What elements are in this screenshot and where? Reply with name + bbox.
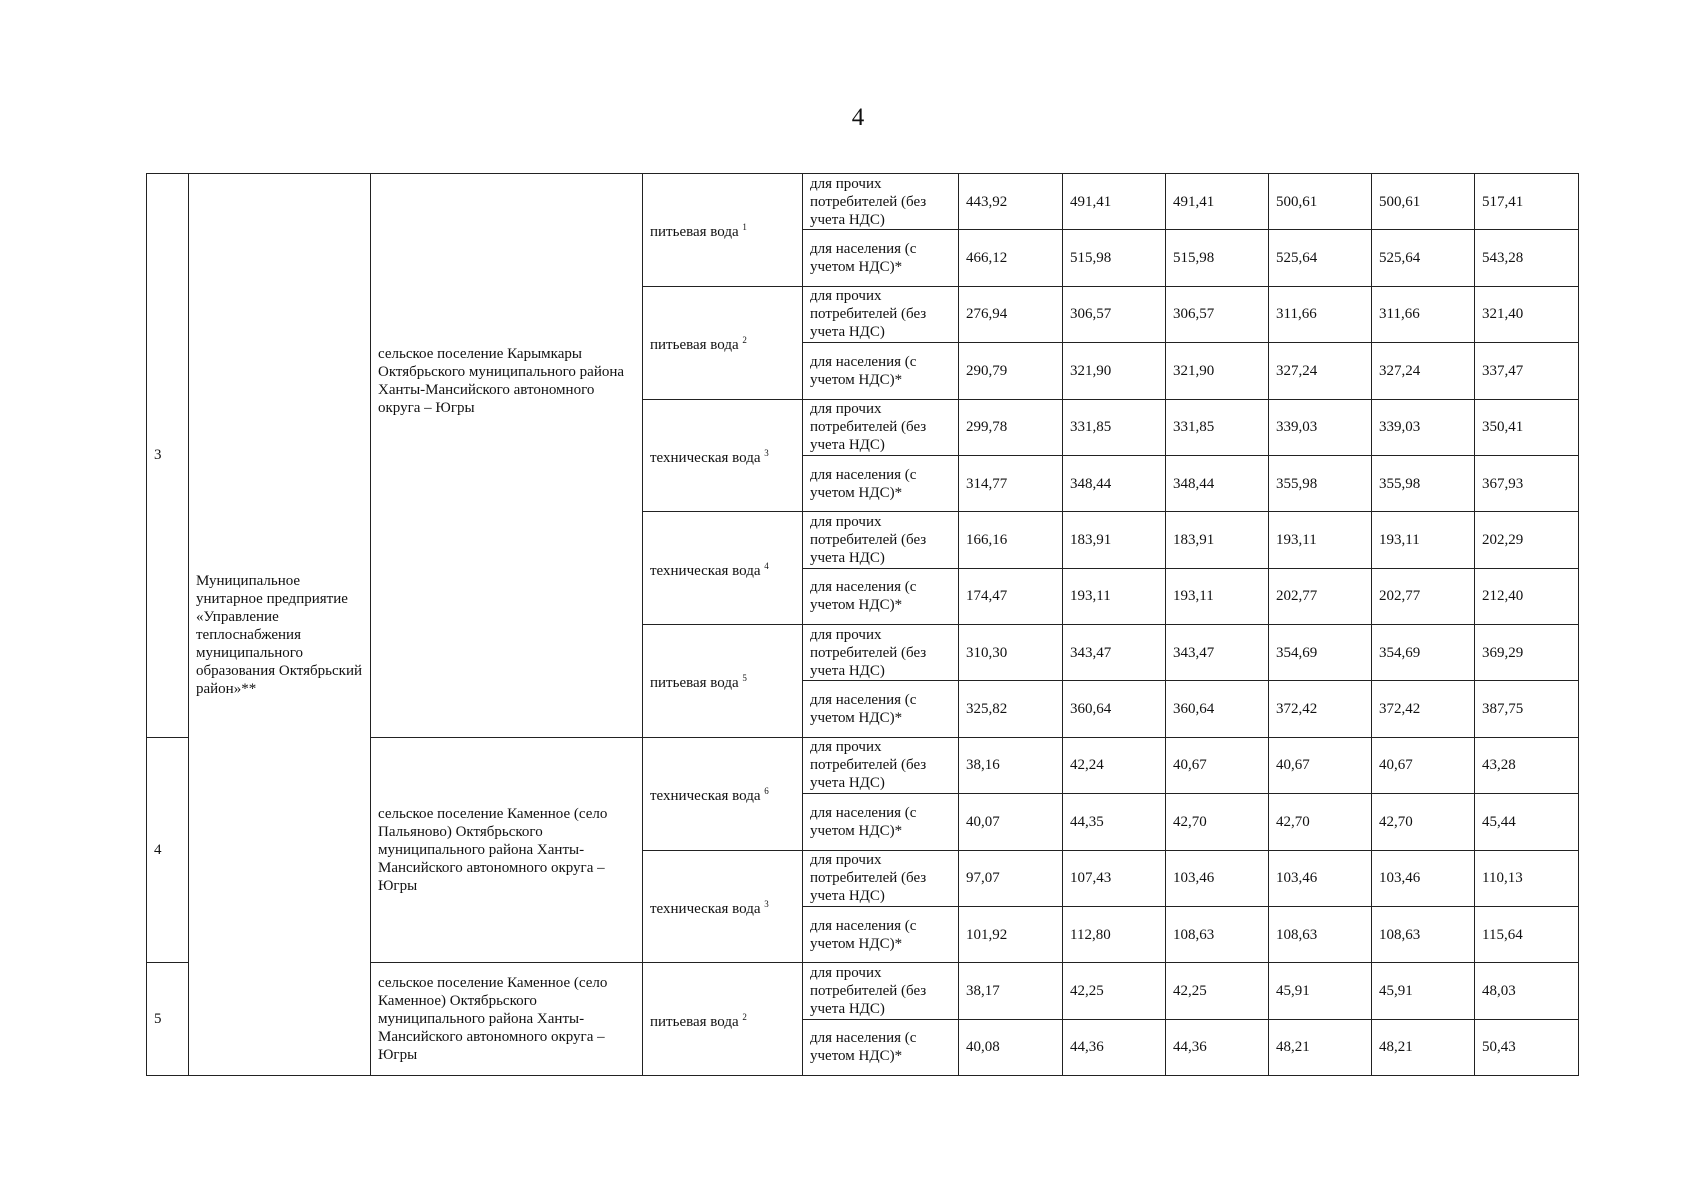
tariff-value: 44,36 <box>1166 1019 1269 1075</box>
tariff-value: 500,61 <box>1269 174 1372 230</box>
tariff-value: 202,77 <box>1269 568 1372 624</box>
tariff-value: 48,03 <box>1475 963 1579 1019</box>
tariff-value: 48,21 <box>1269 1019 1372 1075</box>
tariff-value: 348,44 <box>1166 455 1269 511</box>
tariff-value: 354,69 <box>1372 625 1475 681</box>
tariff-value: 40,67 <box>1166 737 1269 793</box>
consumer-category: для прочих потребителей (без учета НДС) <box>803 512 959 568</box>
water-type: питьевая вода <box>650 224 739 241</box>
tariff-value: 314,77 <box>959 455 1063 511</box>
tariff-value: 183,91 <box>1063 512 1166 568</box>
tariff-value: 339,03 <box>1372 399 1475 455</box>
tariff-table-body <box>147 174 1579 1076</box>
tariff-value: 43,28 <box>1475 737 1579 793</box>
tariff-value: 108,63 <box>1269 906 1372 962</box>
tariff-value: 42,70 <box>1372 794 1475 850</box>
organization-name: Муниципальное унитарное предприятие «Управление теплоснабжения муниципального образования Октябрьский район»** <box>196 572 363 697</box>
tariff-value: 327,24 <box>1269 343 1372 399</box>
footnote-mark: 3 <box>764 898 769 909</box>
tariff-value: 387,75 <box>1475 681 1579 737</box>
organization-cell <box>189 174 371 1076</box>
tariff-value: 42,70 <box>1166 794 1269 850</box>
tariff-value: 367,93 <box>1475 455 1579 511</box>
consumer-category: для населения (с учетом НДС)* <box>803 794 959 850</box>
tariff-value: 515,98 <box>1063 230 1166 286</box>
tariff-value: 276,94 <box>959 286 1063 342</box>
tariff-value: 327,24 <box>1372 343 1475 399</box>
footnote-mark: 1 <box>742 222 747 233</box>
consumer-category: для населения (с учетом НДС)* <box>803 906 959 962</box>
tariff-value: 45,44 <box>1475 794 1579 850</box>
tariff-value: 42,25 <box>1166 963 1269 1019</box>
tariff-value: 107,43 <box>1063 850 1166 906</box>
consumer-category: для населения (с учетом НДС)* <box>803 455 959 511</box>
tariff-value: 355,98 <box>1372 455 1475 511</box>
tariff-value: 355,98 <box>1269 455 1372 511</box>
tariff-value: 183,91 <box>1166 512 1269 568</box>
tariff-value: 40,67 <box>1372 737 1475 793</box>
consumer-category: для населения (с учетом НДС)* <box>803 343 959 399</box>
tariff-value: 517,41 <box>1475 174 1579 230</box>
water-type: техническая вода <box>650 449 761 466</box>
consumer-category: для прочих потребителей (без учета НДС) <box>803 850 959 906</box>
tariff-value: 321,40 <box>1475 286 1579 342</box>
tariff-value: 515,98 <box>1166 230 1269 286</box>
tariff-value: 372,42 <box>1372 681 1475 737</box>
tariff-value: 360,64 <box>1166 681 1269 737</box>
footnote-mark: 2 <box>742 1011 747 1022</box>
tariff-value: 343,47 <box>1166 625 1269 681</box>
tariff-value: 174,47 <box>959 568 1063 624</box>
tariff-value: 166,16 <box>959 512 1063 568</box>
tariff-value: 348,44 <box>1063 455 1166 511</box>
tariff-value: 193,11 <box>1372 512 1475 568</box>
tariff-value: 202,77 <box>1372 568 1475 624</box>
tariff-value: 112,80 <box>1063 906 1166 962</box>
tariff-value: 40,08 <box>959 1019 1063 1075</box>
footnote-mark: 6 <box>764 786 769 797</box>
consumer-category: для прочих потребителей (без учета НДС) <box>803 286 959 342</box>
row-number: 4 <box>147 737 189 963</box>
tariff-value: 299,78 <box>959 399 1063 455</box>
consumer-category: для населения (с учетом НДС)* <box>803 1019 959 1075</box>
tariff-value: 343,47 <box>1063 625 1166 681</box>
settlement-name: сельское поселение Карымкары Октябрьского муниципального района Ханты-Мансийского автономного округа – Югры <box>378 346 625 417</box>
tariff-value: 212,40 <box>1475 568 1579 624</box>
tariff-value: 354,69 <box>1269 625 1372 681</box>
footnote-mark: 5 <box>742 673 747 684</box>
tariff-value: 45,91 <box>1269 963 1372 1019</box>
footnote-mark: 4 <box>764 560 769 571</box>
tariff-value: 525,64 <box>1372 230 1475 286</box>
page-number: 4 <box>851 104 865 131</box>
tariff-value: 44,36 <box>1063 1019 1166 1075</box>
tariff-value: 193,11 <box>1063 568 1166 624</box>
water-type-cell <box>643 512 803 625</box>
tariff-value: 311,66 <box>1269 286 1372 342</box>
settlement-cell <box>371 963 643 1076</box>
water-type-cell <box>643 399 803 512</box>
row-number: 3 <box>147 174 189 738</box>
tariff-value: 543,28 <box>1475 230 1579 286</box>
tariff-value: 350,41 <box>1475 399 1579 455</box>
tariff-value: 110,13 <box>1475 850 1579 906</box>
tariff-value: 101,92 <box>959 906 1063 962</box>
tariff-value: 369,29 <box>1475 625 1579 681</box>
tariff-value: 193,11 <box>1166 568 1269 624</box>
consumer-category: для прочих потребителей (без учета НДС) <box>803 174 959 230</box>
row-number: 5 <box>147 963 189 1076</box>
water-type: техническая вода <box>650 900 761 917</box>
tariff-value: 48,21 <box>1372 1019 1475 1075</box>
tariff-value: 115,64 <box>1475 906 1579 962</box>
tariff-value: 202,29 <box>1475 512 1579 568</box>
tariff-value: 443,92 <box>959 174 1063 230</box>
tariff-value: 42,24 <box>1063 737 1166 793</box>
tariff-value: 38,16 <box>959 737 1063 793</box>
tariff-value: 108,63 <box>1372 906 1475 962</box>
tariff-value: 331,85 <box>1166 399 1269 455</box>
tariff-value: 40,07 <box>959 794 1063 850</box>
tariff-value: 372,42 <box>1269 681 1372 737</box>
consumer-category: для прочих потребителей (без учета НДС) <box>803 963 959 1019</box>
tariff-value: 306,57 <box>1166 286 1269 342</box>
tariff-value: 44,35 <box>1063 794 1166 850</box>
tariff-value: 525,64 <box>1269 230 1372 286</box>
water-type-cell <box>643 963 803 1076</box>
tariff-value: 321,90 <box>1063 343 1166 399</box>
tariff-value: 321,90 <box>1166 343 1269 399</box>
tariff-value: 500,61 <box>1372 174 1475 230</box>
tariff-value: 42,25 <box>1063 963 1166 1019</box>
consumer-category: для прочих потребителей (без учета НДС) <box>803 399 959 455</box>
settlement-cell <box>371 737 643 963</box>
tariff-value: 311,66 <box>1372 286 1475 342</box>
tariff-value: 42,70 <box>1269 794 1372 850</box>
tariff-value: 103,46 <box>1372 850 1475 906</box>
tariff-value: 306,57 <box>1063 286 1166 342</box>
tariff-value: 337,47 <box>1475 343 1579 399</box>
water-type: питьевая вода <box>650 337 739 354</box>
tariff-value: 45,91 <box>1372 963 1475 1019</box>
footnote-mark: 3 <box>764 447 769 458</box>
consumer-category: для прочих потребителей (без учета НДС) <box>803 625 959 681</box>
tariff-value: 193,11 <box>1269 512 1372 568</box>
footnote-mark: 2 <box>742 335 747 346</box>
water-type-cell <box>643 286 803 399</box>
tariff-value: 491,41 <box>1063 174 1166 230</box>
water-type: питьевая вода <box>650 675 739 692</box>
consumer-category: для населения (с учетом НДС)* <box>803 230 959 286</box>
tariff-value: 108,63 <box>1166 906 1269 962</box>
consumer-category: для населения (с учетом НДС)* <box>803 681 959 737</box>
tariff-value: 491,41 <box>1166 174 1269 230</box>
settlement-cell <box>371 174 643 738</box>
water-type-cell <box>643 850 803 963</box>
tariff-value: 325,82 <box>959 681 1063 737</box>
tariff-value: 290,79 <box>959 343 1063 399</box>
settlement-name: сельское поселение Каменное (село Пальяново) Октябрьского муниципального района Ханты-Мансийского автономного округа – Югры <box>378 806 608 894</box>
tariff-value: 38,17 <box>959 963 1063 1019</box>
tariff-value: 97,07 <box>959 850 1063 906</box>
tariff-value: 331,85 <box>1063 399 1166 455</box>
consumer-category: для прочих потребителей (без учета НДС) <box>803 737 959 793</box>
tariff-table <box>146 173 1579 1076</box>
tariff-value: 310,30 <box>959 625 1063 681</box>
settlement-name: сельское поселение Каменное (село Каменное) Октябрьского муниципального района Ханты-Мансийского автономного округа – Югры <box>378 975 608 1064</box>
tariff-value: 40,67 <box>1269 737 1372 793</box>
water-type: питьевая вода <box>650 1013 739 1030</box>
consumer-category: для населения (с учетом НДС)* <box>803 568 959 624</box>
tariff-value: 339,03 <box>1269 399 1372 455</box>
tariff-value: 103,46 <box>1269 850 1372 906</box>
table-row <box>147 174 1579 230</box>
tariff-value: 103,46 <box>1166 850 1269 906</box>
water-type: техническая вода <box>650 788 761 805</box>
water-type-cell <box>643 737 803 850</box>
tariff-value: 50,43 <box>1475 1019 1579 1075</box>
water-type-cell <box>643 174 803 287</box>
water-type: техническая вода <box>650 562 761 579</box>
tariff-value: 466,12 <box>959 230 1063 286</box>
tariff-value: 360,64 <box>1063 681 1166 737</box>
water-type-cell <box>643 625 803 738</box>
